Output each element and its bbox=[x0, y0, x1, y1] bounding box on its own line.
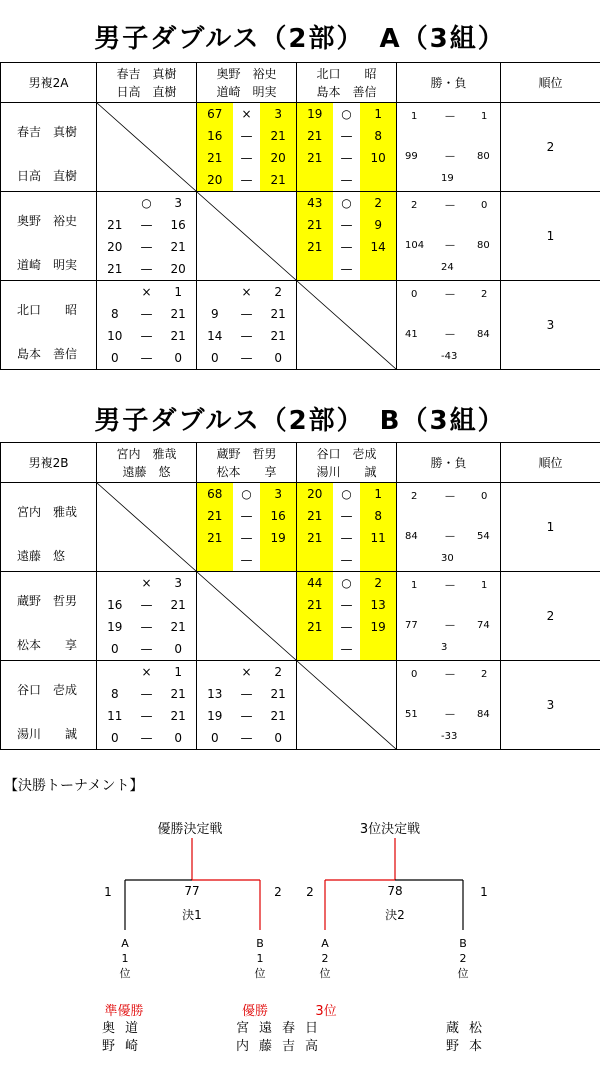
player-name: 蔵野 哲男 bbox=[216, 446, 277, 461]
dash: — bbox=[445, 200, 455, 211]
points-against: 54 bbox=[477, 531, 490, 542]
result-mark: — bbox=[240, 129, 253, 143]
seed-suffix: 位 bbox=[119, 967, 131, 980]
points-against: 84 bbox=[477, 709, 490, 720]
point-difference: -43 bbox=[441, 351, 458, 362]
rank-value: 1 bbox=[501, 483, 600, 572]
score-value: 19 bbox=[297, 103, 333, 125]
player-name: 島本 善信 bbox=[17, 347, 78, 361]
result-mark: × bbox=[141, 285, 152, 299]
score-value: 14 bbox=[207, 329, 223, 343]
player-name: 北口 昭 bbox=[316, 66, 377, 81]
result-mark: — bbox=[240, 329, 253, 343]
player-name: 島本 善信 bbox=[316, 84, 377, 99]
score-value: 11 bbox=[360, 527, 396, 549]
third-place-label: 3位 bbox=[315, 1004, 337, 1019]
player-name: 湯川 誠 bbox=[17, 727, 78, 741]
name-line: 内藤吉高 bbox=[236, 1039, 329, 1054]
rank-value: 3 bbox=[501, 661, 600, 750]
wins: 2 bbox=[411, 200, 418, 211]
wins: 1 bbox=[411, 580, 418, 591]
rank-header: 順位 bbox=[501, 63, 600, 103]
score-value: 67 bbox=[197, 103, 233, 125]
seed-label bbox=[252, 936, 268, 981]
score-value: 20 bbox=[107, 240, 123, 254]
runner-up-label: 準優勝 bbox=[104, 1004, 144, 1019]
score-value: 10 bbox=[107, 329, 123, 343]
points-against: 80 bbox=[477, 240, 490, 251]
section-title: 【決勝トーナメント】 bbox=[4, 778, 144, 794]
result-mark: — bbox=[340, 509, 353, 523]
player-name: 北口 昭 bbox=[17, 303, 78, 317]
score-value: 20 bbox=[170, 262, 186, 276]
result-mark: × bbox=[241, 665, 252, 679]
score-value: 21 bbox=[260, 169, 296, 191]
dash: — bbox=[445, 491, 455, 502]
dash: — bbox=[445, 669, 455, 680]
result-mark: — bbox=[140, 307, 153, 321]
result-mark: × bbox=[241, 107, 252, 121]
score-value: 21 bbox=[297, 505, 333, 527]
result-mark: — bbox=[140, 351, 153, 365]
result-mark: — bbox=[140, 709, 153, 723]
points-against: 84 bbox=[477, 329, 490, 340]
score-value: 9 bbox=[210, 307, 219, 321]
score-value: 2 bbox=[360, 192, 396, 214]
player-name: 遠藤 悠 bbox=[17, 549, 66, 563]
losses: 1 bbox=[481, 111, 488, 122]
player-name: 谷口 壱成 bbox=[316, 446, 377, 461]
score-value: 21 bbox=[170, 329, 186, 343]
points-against: 74 bbox=[477, 620, 490, 631]
wins: 2 bbox=[411, 491, 418, 502]
rank-header: 順位 bbox=[501, 443, 600, 483]
score-value: 0 bbox=[110, 642, 119, 656]
player-name: 日高 直樹 bbox=[17, 169, 78, 183]
score-value: 21 bbox=[297, 147, 333, 169]
result-mark: — bbox=[140, 731, 153, 745]
score-value: 68 bbox=[197, 483, 233, 505]
score-value: 10 bbox=[360, 147, 396, 169]
seed-suffix: 位 bbox=[319, 967, 331, 980]
player-name: 遠藤 悠 bbox=[122, 464, 171, 479]
result-mark: — bbox=[140, 329, 153, 343]
points-for: 104 bbox=[405, 240, 425, 251]
result-mark: × bbox=[141, 576, 152, 590]
score-value: 21 bbox=[260, 125, 296, 147]
dash: — bbox=[445, 151, 455, 162]
result-mark: — bbox=[140, 642, 153, 656]
score-value: 0 bbox=[110, 731, 119, 745]
result-mark: — bbox=[140, 218, 153, 232]
score-value: 21 bbox=[197, 147, 233, 169]
score-left: 1 bbox=[104, 885, 112, 899]
score-value: 8 bbox=[110, 687, 119, 701]
seed-rank: 1 bbox=[121, 952, 129, 965]
score-value: 14 bbox=[360, 236, 396, 258]
score-value: 21 bbox=[297, 236, 333, 258]
player-name: 道崎 明実 bbox=[216, 84, 277, 99]
point-difference: 24 bbox=[441, 262, 454, 273]
result-mark: — bbox=[340, 598, 353, 612]
score-value: 3 bbox=[174, 196, 182, 210]
seed-label bbox=[317, 936, 333, 981]
score-value: 21 bbox=[297, 214, 333, 236]
name-line: 奥道 bbox=[102, 1021, 149, 1036]
score-value: 0 bbox=[210, 351, 219, 365]
match-number: 77 bbox=[184, 884, 200, 898]
losses: 2 bbox=[481, 669, 488, 680]
result-mark: — bbox=[240, 351, 253, 365]
score-value: 13 bbox=[360, 594, 396, 616]
score-value: 11 bbox=[107, 709, 123, 723]
name-line: 野崎 bbox=[102, 1039, 149, 1054]
player-name: 蔵野 哲男 bbox=[17, 594, 78, 608]
seed-suffix: 位 bbox=[254, 967, 266, 980]
player-name: 春吉 真樹 bbox=[116, 66, 177, 81]
result-mark: — bbox=[240, 509, 253, 523]
result-mark: — bbox=[340, 553, 353, 567]
score-value: 0 bbox=[274, 351, 282, 365]
point-difference: 30 bbox=[441, 553, 454, 564]
score-value: 0 bbox=[274, 731, 282, 745]
score-value: 21 bbox=[297, 594, 333, 616]
points-against: 80 bbox=[477, 151, 490, 162]
point-difference: 3 bbox=[441, 642, 448, 653]
score-left: 2 bbox=[306, 885, 314, 899]
score-value: 16 bbox=[260, 505, 296, 527]
rank-value: 3 bbox=[501, 281, 600, 370]
result-mark: ○ bbox=[241, 487, 252, 501]
player-name: 松本 享 bbox=[216, 464, 277, 479]
result-mark: ○ bbox=[341, 576, 352, 590]
score-value: 21 bbox=[270, 329, 286, 343]
result-mark: × bbox=[141, 665, 152, 679]
seed-group: B bbox=[256, 937, 264, 950]
result-mark: — bbox=[240, 553, 253, 567]
win-loss-header: 勝・負 bbox=[397, 443, 501, 483]
result-mark: × bbox=[241, 285, 252, 299]
result-mark: ○ bbox=[341, 196, 352, 210]
score-value: 8 bbox=[360, 505, 396, 527]
result-mark: — bbox=[340, 173, 353, 187]
score-value: 20 bbox=[297, 483, 333, 505]
score-value: 2 bbox=[360, 572, 396, 594]
score-value: 21 bbox=[170, 240, 186, 254]
score-value: 21 bbox=[170, 620, 186, 634]
score-value: 3 bbox=[260, 103, 296, 125]
player-name: 春吉 真樹 bbox=[17, 125, 78, 139]
seed-group: A bbox=[121, 937, 129, 950]
win-loss-header: 勝・負 bbox=[397, 63, 501, 103]
score-value: 21 bbox=[107, 218, 123, 232]
score-value: 1 bbox=[174, 285, 182, 299]
score-value: 1 bbox=[360, 103, 396, 125]
point-difference: -33 bbox=[441, 731, 458, 742]
score-value: 21 bbox=[297, 125, 333, 147]
score-value: 1 bbox=[360, 483, 396, 505]
match-label: 決1 bbox=[182, 908, 202, 922]
score-value: 19 bbox=[207, 709, 223, 723]
result-mark: — bbox=[340, 240, 353, 254]
result-mark: — bbox=[140, 598, 153, 612]
player-name: 谷口 壱成 bbox=[17, 683, 78, 697]
seed-label bbox=[455, 936, 471, 981]
table-label: 男複2B bbox=[1, 443, 97, 483]
player-name: 日高 直樹 bbox=[116, 84, 177, 99]
dash: — bbox=[445, 709, 455, 720]
result-mark: — bbox=[140, 620, 153, 634]
score-value: 21 bbox=[270, 709, 286, 723]
finalist-names bbox=[102, 1020, 148, 1056]
score-value: 20 bbox=[197, 169, 233, 191]
points-for: 41 bbox=[405, 329, 418, 340]
score-value: 3 bbox=[174, 576, 182, 590]
score-value: 0 bbox=[110, 351, 119, 365]
result-mark: ○ bbox=[341, 487, 352, 501]
points-for: 51 bbox=[405, 709, 418, 720]
score-value: 9 bbox=[360, 214, 396, 236]
losses: 1 bbox=[481, 580, 488, 591]
score-value: 21 bbox=[107, 262, 123, 276]
seed-suffix: 位 bbox=[457, 967, 469, 980]
result-mark: — bbox=[240, 731, 253, 745]
score-value: 19 bbox=[107, 620, 123, 634]
dash: — bbox=[445, 111, 455, 122]
dash: — bbox=[445, 329, 455, 340]
seed-rank: 2 bbox=[459, 952, 467, 965]
wins: 0 bbox=[411, 289, 418, 300]
losses: 2 bbox=[481, 289, 488, 300]
score-right: 2 bbox=[274, 885, 282, 899]
name-line: 蔵松 bbox=[446, 1021, 493, 1036]
points-for: 77 bbox=[405, 620, 418, 631]
dash: — bbox=[445, 620, 455, 631]
score-value: 21 bbox=[170, 598, 186, 612]
score-value: 21 bbox=[270, 307, 286, 321]
result-mark: — bbox=[240, 709, 253, 723]
score-value: 21 bbox=[197, 505, 233, 527]
player-name: 奥野 裕史 bbox=[216, 66, 277, 81]
player-name: 宮内 雅哉 bbox=[17, 505, 78, 519]
result-mark: — bbox=[340, 129, 353, 143]
result-mark: — bbox=[340, 620, 353, 634]
result-mark: — bbox=[140, 262, 153, 276]
dash: — bbox=[445, 531, 455, 542]
score-value: 3 bbox=[260, 483, 296, 505]
score-value: 16 bbox=[107, 598, 123, 612]
score-value: 0 bbox=[174, 642, 182, 656]
finalist-names bbox=[446, 1020, 492, 1056]
player-name: 湯川 誠 bbox=[316, 464, 377, 479]
score-value: 16 bbox=[170, 218, 186, 232]
table-title: 男子ダブルス（2部） A（3組） bbox=[94, 24, 506, 54]
score-value: 2 bbox=[274, 285, 282, 299]
result-mark: ○ bbox=[141, 196, 152, 210]
rank-value: 1 bbox=[501, 192, 600, 281]
result-mark: — bbox=[340, 218, 353, 232]
score-value: 20 bbox=[260, 147, 296, 169]
result-mark: — bbox=[340, 262, 353, 276]
rank-value: 2 bbox=[501, 103, 600, 192]
final-title: 優勝決定戦 bbox=[157, 822, 223, 837]
score-value: 21 bbox=[297, 616, 333, 638]
wins: 0 bbox=[411, 669, 418, 680]
seed-label bbox=[117, 936, 133, 981]
match-number: 78 bbox=[387, 884, 403, 898]
score-right: 1 bbox=[480, 885, 488, 899]
seed-rank: 2 bbox=[321, 952, 329, 965]
score-value: 43 bbox=[297, 192, 333, 214]
winner-label: 優勝 bbox=[241, 1004, 268, 1019]
match-label: 決2 bbox=[385, 908, 405, 922]
result-mark: — bbox=[340, 531, 353, 545]
third-place-title: 3位決定戦 bbox=[359, 822, 421, 837]
player-name: 松本 享 bbox=[17, 638, 78, 652]
points-for: 99 bbox=[405, 151, 418, 162]
score-value: 21 bbox=[170, 709, 186, 723]
score-value: 21 bbox=[197, 527, 233, 549]
player-name: 道崎 明実 bbox=[17, 258, 78, 272]
points-for: 84 bbox=[405, 531, 418, 542]
result-mark: — bbox=[340, 642, 353, 656]
table-title: 男子ダブルス（2部） B（3組） bbox=[94, 406, 506, 436]
score-value: 21 bbox=[170, 307, 186, 321]
losses: 0 bbox=[481, 491, 488, 502]
score-value: 13 bbox=[207, 687, 223, 701]
rank-value: 2 bbox=[501, 572, 600, 661]
player-name: 宮内 雅哉 bbox=[116, 446, 177, 461]
dash: — bbox=[445, 289, 455, 300]
table-label: 男複2A bbox=[1, 63, 97, 103]
dash: — bbox=[445, 240, 455, 251]
score-value: 8 bbox=[360, 125, 396, 147]
result-mark: — bbox=[240, 173, 253, 187]
score-value: 16 bbox=[197, 125, 233, 147]
score-value: 21 bbox=[270, 687, 286, 701]
score-value: 21 bbox=[297, 527, 333, 549]
seed-group: A bbox=[321, 937, 329, 950]
score-value: 44 bbox=[297, 572, 333, 594]
result-mark: — bbox=[240, 531, 253, 545]
score-value: 8 bbox=[110, 307, 119, 321]
point-difference: 19 bbox=[441, 173, 454, 184]
name-line: 野本 bbox=[446, 1039, 493, 1054]
name-line: 宮遠春日 bbox=[236, 1021, 329, 1036]
score-value: 0 bbox=[174, 351, 182, 365]
result-mark: — bbox=[240, 151, 253, 165]
score-value: 0 bbox=[174, 731, 182, 745]
score-value: 19 bbox=[260, 527, 296, 549]
score-value: 0 bbox=[210, 731, 219, 745]
seed-rank: 1 bbox=[256, 952, 264, 965]
result-mark: — bbox=[140, 687, 153, 701]
finalist-names bbox=[236, 1020, 328, 1056]
player-name: 奥野 裕史 bbox=[17, 214, 78, 228]
result-mark: — bbox=[240, 687, 253, 701]
result-mark: — bbox=[240, 307, 253, 321]
dash: — bbox=[445, 580, 455, 591]
score-value: 1 bbox=[174, 665, 182, 679]
score-value: 2 bbox=[274, 665, 282, 679]
wins: 1 bbox=[411, 111, 418, 122]
losses: 0 bbox=[481, 200, 488, 211]
result-mark: — bbox=[340, 151, 353, 165]
result-mark: — bbox=[140, 240, 153, 254]
score-value: 19 bbox=[360, 616, 396, 638]
score-value: 21 bbox=[170, 687, 186, 701]
result-mark: ○ bbox=[341, 107, 352, 121]
seed-group: B bbox=[459, 937, 467, 950]
